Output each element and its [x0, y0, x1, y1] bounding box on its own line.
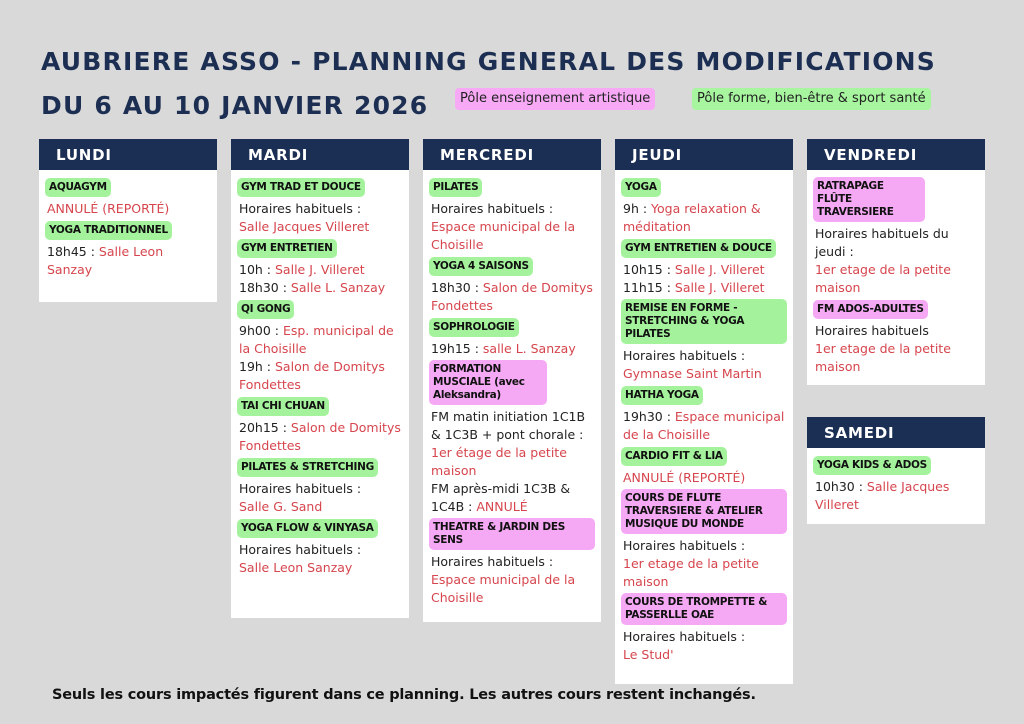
course-info: 19h15 : salle L. Sanzay: [431, 341, 576, 356]
course-info: 11h15 : Salle J. Villeret: [623, 280, 765, 295]
course-info: 18h45 : Salle Leon Sanzay: [47, 244, 164, 277]
course-info: Horaires habituels :: [431, 554, 554, 569]
legend-artistic: Pôle enseignement artistique: [455, 88, 655, 110]
day-header: JEUDI: [615, 139, 793, 170]
course-location: Espace municipal de la Choisille: [431, 219, 576, 252]
course-location: Salle G. Sand: [239, 499, 323, 514]
course-location: Le Stud': [623, 647, 674, 662]
course-info: 19h : Salon de Domitys Fondettes: [239, 359, 385, 392]
course-tag: SOPHROLOGIE: [429, 318, 519, 337]
day-body: [423, 170, 601, 622]
course-location: 1er etage de la petite maison: [623, 556, 759, 589]
course-tag: PILATES: [429, 178, 482, 197]
day-column-vendredi: [807, 139, 985, 385]
day-header: MARDI: [231, 139, 409, 170]
course-tag: YOGA FLOW & VINYASA: [237, 519, 378, 538]
course-info: 9h00 : Esp. municipal de la Choisille: [239, 323, 394, 356]
course-tag: QI GONG: [237, 300, 294, 319]
day-column-lundi: [39, 139, 217, 302]
course-location: Espace municipal de la Choisille: [431, 572, 576, 605]
course-info: 20h15 : Salon de Domitys Fondettes: [239, 420, 401, 453]
course-location: 1er etage de la petite maison: [815, 341, 951, 374]
day-column-jeudi: [615, 139, 793, 684]
day-header: SAMEDI: [807, 417, 985, 448]
course-tag: PILATES & STRETCHING: [237, 458, 378, 477]
day-body: [231, 170, 409, 618]
day-body: [807, 448, 985, 524]
course-info: Horaires habituels :: [623, 538, 746, 553]
course-tag: YOGA TRADITIONNEL: [45, 221, 172, 240]
course-info: Horaires habituels :: [239, 542, 362, 557]
title-line-2: DU 6 AU 10 JANVIER 2026: [41, 91, 429, 120]
course-location: Salle Leon Sanzay: [239, 560, 353, 575]
course-tag: CARDIO FIT & LIA: [621, 447, 727, 466]
course-info: 18h30 : Salle L. Sanzay: [239, 280, 386, 295]
course-tag: YOGA 4 SAISONS: [429, 257, 533, 276]
course-tag: COURS DE TROMPETTE & PASSERLLE OAE: [621, 593, 787, 625]
course-info: Horaires habituels du jeudi :: [815, 226, 949, 259]
course-info: 19h30 : Espace municipal de la Choisille: [623, 409, 785, 442]
course-tag: GYM TRAD ET DOUCE: [237, 178, 365, 197]
course-info: Horaires habituels :: [623, 348, 746, 363]
course-info: FM matin initiation 1C1B & 1C3B + pont chorale : 1er étage de la petite maison: [431, 409, 586, 478]
course-tag: AQUAGYM: [45, 178, 111, 197]
course-info: 10h30 : Salle Jacques Villeret: [815, 479, 950, 512]
title-line-1: AUBRIERE ASSO - PLANNING GENERAL DES MODIFICATIONS: [41, 47, 936, 76]
course-info: 9h : Yoga relaxation & méditation: [623, 201, 761, 234]
course-tag: GYM ENTRETIEN & DOUCE: [621, 239, 776, 258]
course-tag: FM ADOS-ADULTES: [813, 300, 928, 319]
course-location: Salle Jacques Villeret: [239, 219, 370, 234]
day-column-samedi: [807, 417, 985, 524]
page-title: [41, 40, 936, 128]
day-header: VENDREDI: [807, 139, 985, 170]
course-info: 10h15 : Salle J. Villeret: [623, 262, 765, 277]
course-tag: YOGA KIDS & ADOS: [813, 456, 931, 475]
course-info: Horaires habituels :: [239, 201, 362, 216]
day-body: [39, 170, 217, 302]
course-tag: GYM ENTRETIEN: [237, 239, 337, 258]
course-tag: HATHA YOGA: [621, 386, 703, 405]
course-tag: COURS DE FLUTE TRAVERSIERE & ATELIER MUSIQUE DU MONDE: [621, 489, 787, 534]
course-info: 10h : Salle J. Villeret: [239, 262, 365, 277]
day-header: LUNDI: [39, 139, 217, 170]
day-column-mercredi: [423, 139, 601, 622]
course-tag: TAI CHI CHUAN: [237, 397, 329, 416]
course-info: Horaires habituels: [815, 323, 929, 338]
course-tag: REMISE EN FORME - STRETCHING & YOGA PILATES: [621, 299, 787, 344]
course-info: Horaires habituels :: [623, 629, 746, 644]
course-tag: YOGA: [621, 178, 661, 197]
day-header: MERCREDI: [423, 139, 601, 170]
course-info: Horaires habituels :: [431, 201, 554, 216]
course-info: ANNULÉ (REPORTÉ): [623, 470, 746, 485]
course-info: ANNULÉ (REPORTÉ): [47, 201, 170, 216]
day-body: [807, 170, 985, 385]
course-location: 1er etage de la petite maison: [815, 262, 951, 295]
course-tag: THEATRE & JARDIN DES SENS: [429, 518, 595, 550]
course-info: FM après-midi 1C3B & 1C4B : ANNULÉ: [431, 481, 571, 514]
course-location: Gymnase Saint Martin: [623, 366, 762, 381]
course-tag: FORMATION MUSCIALE (avec Aleksandra): [429, 360, 547, 405]
course-info: Horaires habituels :: [239, 481, 362, 496]
footer-note: Seuls les cours impactés figurent dans ce planning. Les autres cours restent inchangés.: [52, 687, 756, 703]
course-tag: RATRAPAGE FLÛTE TRAVERSIERE: [813, 177, 925, 222]
day-column-mardi: [231, 139, 409, 618]
legend-sport: Pôle forme, bien-être & sport santé: [692, 88, 931, 110]
course-info: 18h30 : Salon de Domitys Fondettes: [431, 280, 593, 313]
day-body: [615, 170, 793, 684]
